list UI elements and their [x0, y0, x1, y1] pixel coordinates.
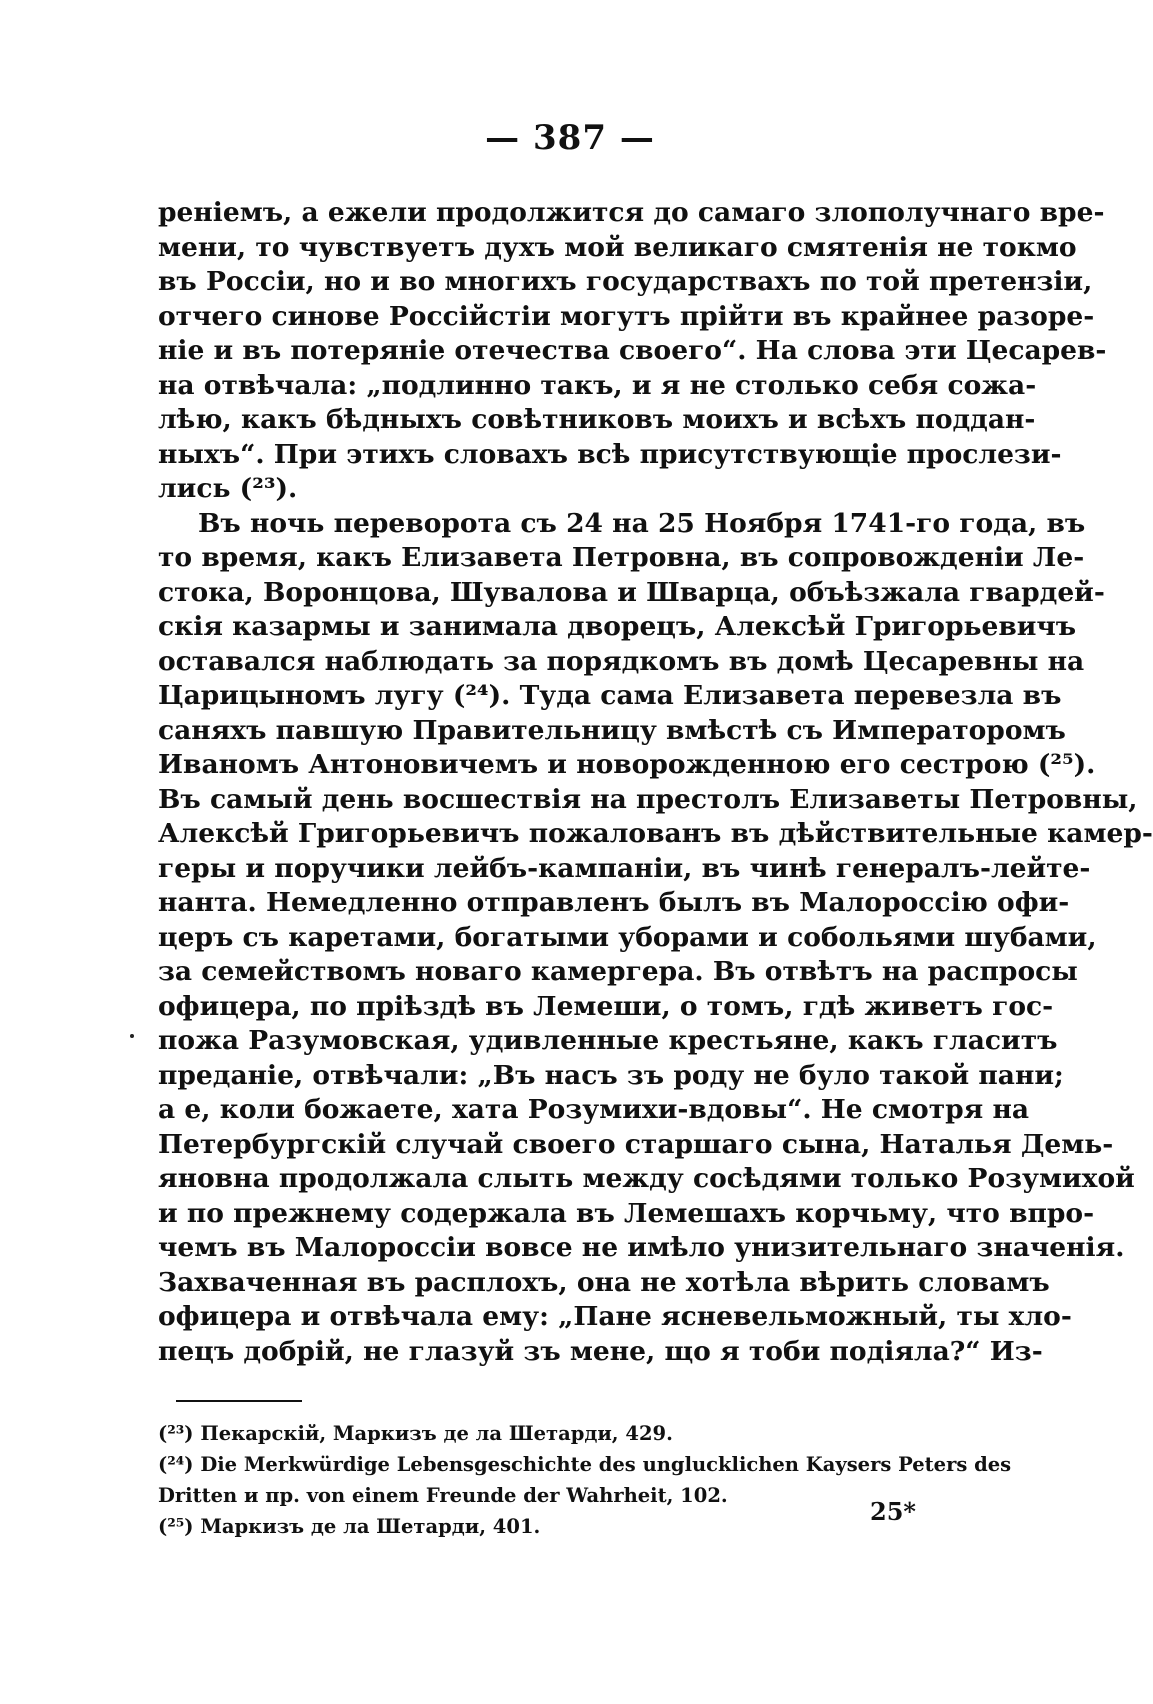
- text-line: въ Россіи, но и во многихъ государствахъ по той претензіи,: [158, 266, 1093, 297]
- text-line: оставался наблюдать за порядкомъ въ домѣ Цесаревны на: [158, 645, 1085, 677]
- footnote: (²³) Пекарскій, Маркизъ де ла Шетарди, 429.: [158, 1422, 673, 1445]
- footnote: Dritten и пр. von einem Freunde der Wahrheit, 102.: [158, 1484, 728, 1507]
- text-line: мени, то чувствуетъ духъ мой великаго смятенія не токмо: [158, 231, 1077, 263]
- text-line: скія казармы и занимала дворецъ, Алексѣй Григорьевичъ: [158, 611, 1077, 642]
- text-line: церъ съ каретами, богатыми уборами и собольями шубами,: [158, 921, 1097, 953]
- text-line: ныхъ“. При этихъ словахъ всѣ присутствующіе прослези-: [158, 438, 1062, 470]
- text-line: Иваномъ Антоновичемъ и новорожденною его сестрою (²⁵).: [158, 749, 1096, 780]
- text-line: чемъ въ Малороссіи вовсе не имѣло унизительнаго значенія.: [158, 1232, 1125, 1263]
- text-line: реніемъ, а ежели продолжится до самаго злополучнаго вре-: [158, 197, 1105, 228]
- text-line: отчего синове Россійстіи могутъ прійти въ крайнее разоре-: [158, 300, 1095, 332]
- text-line: лѣю, какъ бѣдныхъ совѣтниковъ моихъ и всѣхъ поддан-: [158, 404, 1036, 435]
- text-line: яновна продолжала слыть между сосѣдями только Розумихой: [158, 1163, 1135, 1194]
- footnotes: [158, 1418, 1012, 1542]
- text-line: Захваченная въ расплохъ, она не хотѣла вѣрить словамъ: [158, 1266, 1050, 1298]
- text-line: и по прежнему содержала въ Лемешахъ корчьму, что впро-: [158, 1197, 1095, 1229]
- footnote-separator: [176, 1400, 302, 1402]
- text-line: Въ ночь переворота съ 24 на 25 Ноября 1741-го года, въ: [198, 507, 1086, 539]
- text-line: а е, коли божаете, хата Розумихи-вдовы“. Не смотря на: [158, 1094, 1030, 1125]
- text-line: ніе и въ потеряніе отечества своего“. На слова эти Цесарев-: [158, 335, 1107, 366]
- text-line: Царицыномъ лугу (²⁴). Туда сама Елизавета перевезла въ: [158, 680, 1062, 711]
- text-line: на отвѣчала: „подлинно такъ, и я не столько себя сожа-: [158, 369, 1037, 401]
- text-line: геры и поручики лейбъ-кампаніи, въ чинѣ генералъ-лейте-: [158, 852, 1091, 884]
- text-line: стока, Воронцова, Шувалова и Шварца, объѣзжала гвардей-: [158, 576, 1105, 608]
- signature-mark: 25*: [870, 1497, 916, 1526]
- text-line: офицера и отвѣчала ему: „Пане ясневельможный, ты хло-: [158, 1301, 1072, 1332]
- text-line: то время, какъ Елизавета Петровна, въ сопровожденіи Ле-: [158, 542, 1085, 573]
- footnote: (²⁴) Die Merkwürdige Lebensgeschichte des unglucklichen Kaysers Peters des: [158, 1453, 1012, 1476]
- text-line: нанта. Немедленно отправленъ былъ въ Малороссію офи-: [158, 887, 1070, 918]
- text-line: лись (²³).: [158, 473, 298, 504]
- text-line: преданіе, отвѣчали: „Въ насъ зъ роду не було такой пани;: [158, 1059, 1064, 1091]
- text-line: Петербургскій случай своего старшаго сына, Наталья Демь-: [158, 1128, 1114, 1160]
- text-line: Алексѣй Григорьевичъ пожалованъ въ дѣйствительные камер-: [158, 818, 1153, 849]
- footnote: (²⁵) Маркизъ де ла Шетарди, 401.: [158, 1515, 541, 1538]
- text-line: пожа Разумовская, удивленные крестьяне, какъ гласитъ: [158, 1025, 1058, 1056]
- text-line: саняхъ павшую Правительницу вмѣстѣ съ Императоромъ: [158, 714, 1066, 746]
- text-line: Въ самый день восшествія на престолъ Елизаветы Петровны,: [158, 783, 1138, 815]
- margin-mark: [130, 1034, 134, 1038]
- text-line: офицера, по пріѣздѣ въ Лемеши, о томъ, гдѣ живетъ гос-: [158, 990, 1054, 1022]
- page-number: — 387 —: [485, 118, 655, 158]
- body-text: [158, 196, 1153, 1369]
- text-line: за семействомъ новаго камергера. Въ отвѣтъ на распросы: [158, 956, 1078, 987]
- text-line: пецъ добрій, не глазуй зъ мене, що я тоби подiяла?“ Из-: [158, 1335, 1043, 1367]
